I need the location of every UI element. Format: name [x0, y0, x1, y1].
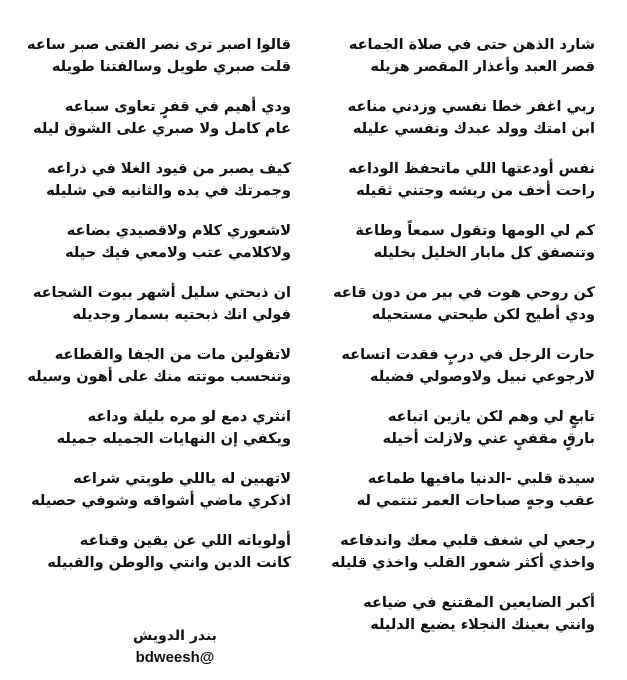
verse-line-2: ولاكلامي عتب ولامعي فيك حيله — [65, 245, 291, 261]
verse — [305, 592, 595, 654]
verse — [305, 530, 595, 592]
verse — [305, 34, 595, 96]
poet-handle: bdweesh@ — [135, 649, 215, 666]
poem-column-left — [1, 34, 291, 592]
verse-line-2: قلت صبري طويل وسالفتنا طويله — [51, 59, 291, 75]
verse-line-2: وتنصفق كل مابار الخليل بخليله — [373, 245, 595, 261]
verse — [305, 158, 595, 220]
verse — [1, 468, 291, 530]
verse-line-1: لاتقولين مات من الجفا والقطاعه — [54, 347, 291, 363]
verse-line-1: نفس أودعتها اللي ماتحفظ الوداعه — [348, 161, 595, 177]
verse-line-2: راحت أخف من ريشه وجتني ثقيله — [356, 183, 595, 199]
verse — [1, 158, 291, 220]
verse — [305, 468, 595, 530]
verse-line-2: بارقٍ مقفيٍ عني ولازلت أخيله — [382, 431, 595, 447]
verse-line-1: ربي اغفر خطا نفسي وزدني مناعه — [347, 99, 595, 115]
verse — [305, 96, 595, 158]
verse-line-1: انثري دمع لو مره بليلة وداعه — [87, 409, 291, 425]
verse-line-1: لاشعوري كلام ولاقصيدي بضاعه — [66, 223, 291, 239]
verse-line-2: ويكفي إن النهايات الجميله جميله — [56, 431, 291, 447]
poem-column-right — [305, 34, 595, 654]
poet-signature — [120, 626, 230, 668]
verse-line-1: كيف يصبر من قيود الغلا في ذراعه — [47, 161, 291, 177]
verse-line-1: قالوا اصبر ترى نصر الفتى صبر ساعه — [27, 37, 291, 53]
verse — [305, 344, 595, 406]
verse-line-2: فولي انك ذبحتيه بسمار وجديله — [72, 307, 291, 323]
verse — [1, 344, 291, 406]
verse-line-2: وجمرتك في يده والثانيه في شليله — [46, 183, 291, 199]
verse-line-1: حارت الرجل في دربٍ فقدت اتساعه — [341, 347, 595, 363]
verse-line-1: سيدة قلبي -الدنيا مافيها طماعه — [367, 471, 595, 487]
verse-line-2: لارجوعي نبيل ولاوصولي فضيله — [369, 369, 595, 385]
verse — [305, 406, 595, 468]
verse-line-1: أكبر الضايعين المقتنع في ضياعه — [363, 595, 595, 611]
verse — [1, 282, 291, 344]
verse-line-1: ودي أهيم في قفرٍ تعاوى سباعه — [64, 99, 291, 115]
verse-line-2: عقب وجهٍ صباحات العمر تنتمي له — [356, 493, 595, 509]
verse-line-2: وتنحسب موتته منك على أهون وسيله — [27, 369, 291, 385]
verse-line-2: كانت الدين وانتي والوطن والقبيله — [47, 555, 291, 571]
verse-line-1: أولوياته اللي عن يقين وقناعه — [79, 533, 291, 549]
verse-line-2: وانتي بعينك النجلاء يضيع الدليله — [370, 617, 595, 633]
verse-line-2: ودي أطيح لكن طيحتي مستحيله — [371, 307, 595, 323]
verse-line-2: واخذي أكثر شعور القلب واخذي قليله — [331, 555, 595, 571]
verse-line-2: قصر العبد وأعذار المقصر هزيله — [370, 59, 595, 75]
verse — [1, 406, 291, 468]
verse-line-1: ان ذبحتي سليل أشهر بيوت الشجاعه — [32, 285, 291, 301]
verse-line-2: عام كامل ولا صبري على الشوق ليله — [33, 121, 291, 137]
verse — [1, 96, 291, 158]
verse — [1, 220, 291, 282]
poet-name: بندر الدويش — [133, 628, 217, 644]
verse-line-1: شارد الذهن حتى في صلاة الجماعه — [348, 37, 595, 53]
verse — [1, 34, 291, 96]
verse — [305, 220, 595, 282]
verse-line-1: كن روحي هوت في بير من دون قاعه — [332, 285, 595, 301]
verse-line-2: ابن امتك وولد عبدك ونفسي عليله — [352, 121, 595, 137]
verse — [1, 530, 291, 592]
verse-line-2: اذكري ماضي أشواقه وشوفي حصيله — [31, 493, 291, 509]
verse-line-1: رجعي لي شغف قلبي معك واندفاعه — [340, 533, 595, 549]
verse — [305, 282, 595, 344]
verse-line-1: لاتهبين له ياللي طويتي شراعه — [73, 471, 291, 487]
verse-line-1: تابعٍ لي وهم لكن يازين اتباعه — [387, 409, 595, 425]
verse-line-1: كم لي الومها وتقول سمعاً وطاعة — [355, 223, 595, 239]
